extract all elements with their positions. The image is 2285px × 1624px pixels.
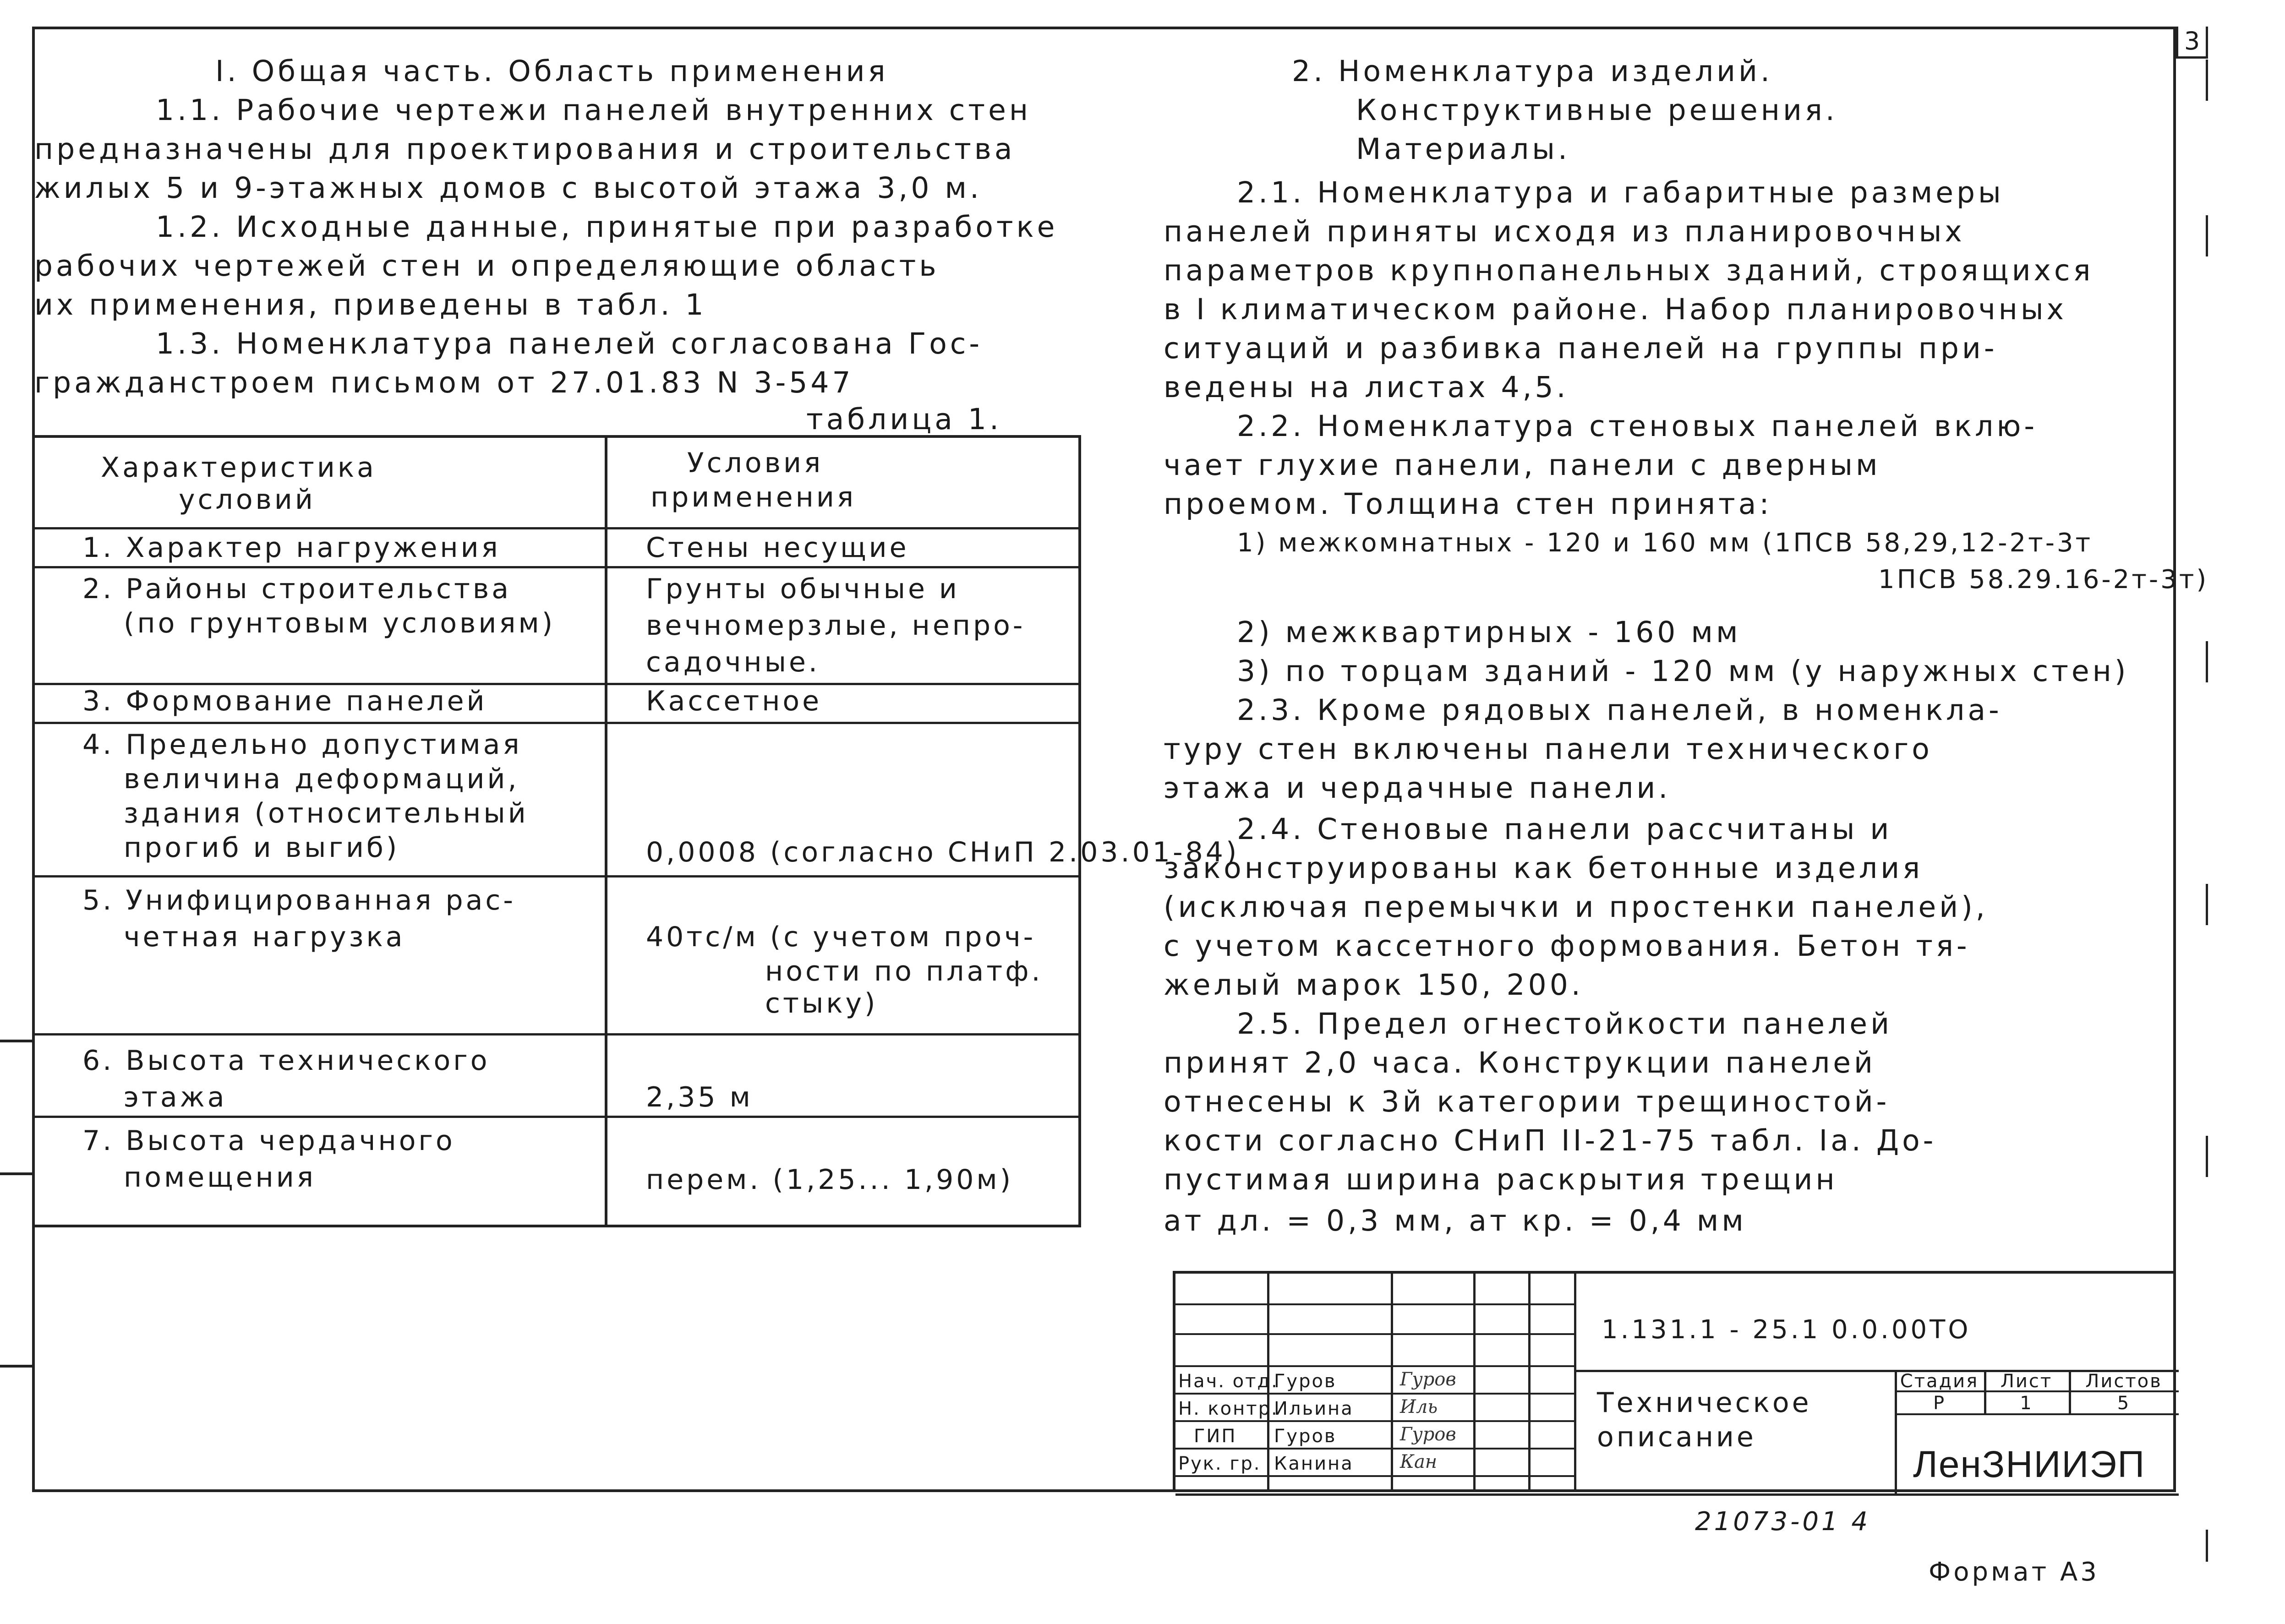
sheets-value: 5 <box>2117 1393 2131 1414</box>
stage-header: Стадия <box>1900 1371 1979 1392</box>
table-row-divider <box>32 527 1078 529</box>
row-condition: 0,0008 (согласно СНиП 2.03.01-84) <box>646 836 1240 868</box>
edge-tick <box>2206 884 2208 925</box>
tb-divider <box>1175 1303 1574 1305</box>
tb-divider <box>1175 1475 1574 1477</box>
row-characteristic: 6. Высота технического <box>82 1045 490 1077</box>
signature: Гуров <box>1400 1369 1456 1390</box>
text-line: 2.2. Номенклатура стеновых панелей вклю- <box>1237 409 2038 443</box>
text-line: кости согласно СНиП II-21-75 табл. Iа. До- <box>1164 1124 1937 1157</box>
row-condition: Стены несущие <box>646 532 909 564</box>
text-line: этажа и чердачные панели. <box>1164 771 1671 805</box>
text-line: параметров крупнопанельных зданий, строящихся <box>1164 254 2094 287</box>
table-row-divider <box>32 566 1078 568</box>
tb-divider <box>1574 1274 1576 1492</box>
row-condition: перем. (1,25... 1,90м) <box>646 1164 1014 1196</box>
row-characteristic: 1. Характер нагружения <box>82 532 501 564</box>
row-characteristic: 7. Высота чердачного <box>82 1125 455 1157</box>
row-condition: ности по платф. <box>765 955 1043 987</box>
sheet-format: Формат А3 <box>1929 1557 2099 1587</box>
section-heading: Материалы. <box>1356 132 1570 166</box>
row-characteristic: четная нагрузка <box>124 921 405 953</box>
text-line: жилых 5 и 9-этажных домов с высотой этажа 3,0 м. <box>34 171 983 205</box>
text-line: ситуаций и разбивка панелей на группы при- <box>1164 332 1998 365</box>
stage-value: Р <box>1933 1393 1946 1414</box>
text-line: aт дл. = 0,3 мм, aт кр. = 0,4 мм <box>1164 1204 1747 1237</box>
organization-name: ЛенЗНИИЭП <box>1913 1444 2146 1485</box>
text-line: (исключая перемычки и простенки панелей), <box>1164 890 1988 924</box>
text-line: 2) межквартирных - 160 мм <box>1237 616 1741 649</box>
document-code: 1.131.1 - 25.1 0.0.00ТО <box>1602 1315 1971 1345</box>
text-line: 2.4. Стеновые панели рассчитаны и <box>1237 812 1892 846</box>
signature: Иль <box>1400 1396 1438 1417</box>
header-characteristic: Характеристика <box>101 452 377 484</box>
corner-sheet-number: 3 <box>2176 27 2208 59</box>
role-label: ГИП <box>1194 1426 1237 1447</box>
row-characteristic: прогиб и выгиб) <box>124 832 400 864</box>
document-title: описание <box>1597 1421 1756 1453</box>
person-name: Ильина <box>1274 1398 1354 1419</box>
text-line: туру стен включены панели технического <box>1164 732 1933 766</box>
table-row-divider <box>32 1033 1078 1035</box>
text-line: 1) межкомнатных - 120 и 160 мм (1ПСВ 58,29,12-2т-3т <box>1237 528 2093 558</box>
table-caption: таблица 1. <box>806 403 1002 436</box>
table-row-divider <box>32 875 1078 877</box>
tb-divider <box>1473 1274 1476 1492</box>
row-condition: Кассетное <box>646 685 822 717</box>
text-line: 1ПСВ 58.29.16-2т-3т) <box>1878 565 2209 594</box>
tb-divider <box>1175 1493 2179 1496</box>
row-characteristic: помещения <box>124 1161 316 1193</box>
person-name: Канина <box>1274 1453 1354 1474</box>
row-characteristic: (по грунтовым условиям) <box>124 607 556 639</box>
tb-divider <box>1528 1274 1531 1492</box>
sheet-value: 1 <box>2020 1393 2033 1414</box>
text-line: предназначены для проектирования и строительства <box>34 132 1016 166</box>
text-line: 1.1. Рабочие чертежи панелей внутренних стен <box>156 93 1032 127</box>
row-condition: 2,35 м <box>646 1081 753 1113</box>
edge-tick <box>2206 1136 2208 1177</box>
title-block <box>1173 1271 2176 1492</box>
text-line: отнесены к 3й категории трещиностой- <box>1164 1085 1890 1118</box>
role-label: Нач. отд. <box>1178 1371 1279 1392</box>
section-heading: 2. Номенклатура изделий. <box>1292 54 1773 88</box>
edge-tick <box>2206 215 2208 256</box>
text-line: проемом. Толщина стен принята: <box>1164 487 1772 521</box>
text-line: 3) по торцам зданий - 120 мм (у наружных стен) <box>1237 654 2129 688</box>
role-label: Рук. гр. <box>1178 1453 1261 1474</box>
section-heading: Конструктивные решения. <box>1356 93 1838 127</box>
row-condition: Грунты обычные и <box>646 573 960 605</box>
signature: Кан <box>1400 1451 1438 1472</box>
text-line: принят 2,0 часа. Конструкции панелей <box>1164 1046 1876 1079</box>
conditions-table <box>32 435 1240 1227</box>
row-condition: 40тс/м (с учетом проч- <box>646 921 1036 953</box>
edge-tick <box>2206 60 2208 101</box>
table-row-divider <box>32 1116 1078 1118</box>
row-characteristic: 2. Районы строительства <box>82 573 512 605</box>
text-line: с учетом кассетного формования. Бетон тя- <box>1164 929 1970 963</box>
tb-divider <box>1175 1420 1574 1422</box>
text-line: 2.3. Кроме рядовых панелей, в номенкла- <box>1237 693 2002 727</box>
text-line: чает глухие панели, панели с дверным <box>1164 448 1881 482</box>
text-line: законструированы как бетонные изделия <box>1164 851 1924 885</box>
text-line: в I климатическом районе. Набор планировочных <box>1164 293 2067 326</box>
text-line: 2.5. Предел огнестойкости панелей <box>1237 1007 1893 1041</box>
header-characteristic: условий <box>179 484 316 516</box>
row-characteristic: 3. Формование панелей <box>82 685 487 717</box>
tb-divider <box>1175 1365 1574 1367</box>
text-line: 1.3. Номенклатура панелей согласована Гос- <box>156 327 983 360</box>
edge-tick <box>2206 641 2208 682</box>
tb-divider <box>1391 1274 1393 1492</box>
text-line: ведены на листах 4,5. <box>1164 371 1569 404</box>
tb-divider <box>1175 1393 1574 1395</box>
table-column-divider <box>605 438 607 1225</box>
sheet-header: Лист <box>2000 1371 2053 1392</box>
text-line: пустимая ширина раскрытия трещин <box>1164 1163 1838 1196</box>
text-line: рабочих чертежей стен и определяющие область <box>34 249 940 283</box>
row-characteristic: 4. Предельно допустимая <box>82 729 522 761</box>
edge-tick <box>0 1172 33 1175</box>
section-heading: I. Общая часть. Область применения <box>215 54 889 88</box>
row-characteristic: 5. Унифицированная рас- <box>82 884 516 916</box>
header-conditions: Условия <box>687 447 824 479</box>
tb-divider <box>1175 1448 1574 1450</box>
table-row-divider <box>32 722 1078 724</box>
inventory-number: 21073-01 4 <box>1695 1507 1871 1537</box>
edge-tick <box>2206 1530 2208 1562</box>
row-characteristic: здания (относительный <box>124 797 529 829</box>
text-line: гражданстроем письмом от 27.01.83 N 3-547 <box>34 366 854 399</box>
text-line: их применения, приведены в табл. 1 <box>34 288 707 322</box>
row-condition: садочные. <box>646 646 820 678</box>
person-name: Гуров <box>1274 1426 1337 1447</box>
text-line: желый марок 150, 200. <box>1164 968 1584 1002</box>
row-characteristic: величина деформаций, <box>124 763 519 795</box>
text-line: 2.1. Номенклатура и габаритные размеры <box>1237 176 2004 209</box>
tb-divider <box>1175 1333 1574 1335</box>
role-label: Н. контр. <box>1178 1398 1279 1419</box>
document-title: Техническое <box>1597 1387 1812 1419</box>
header-conditions: применения <box>651 481 856 513</box>
row-condition: стыку) <box>765 987 878 1019</box>
edge-tick <box>0 1365 33 1368</box>
text-line: 1.2. Исходные данные, принятые при разработке <box>156 210 1058 244</box>
row-characteristic: этажа <box>124 1081 227 1113</box>
edge-tick <box>0 1040 33 1042</box>
text-line: панелей приняты исходя из планировочных <box>1164 215 1965 248</box>
signature: Гуров <box>1400 1424 1456 1445</box>
person-name: Гуров <box>1274 1371 1337 1392</box>
sheets-header: Листов <box>2085 1371 2162 1392</box>
row-condition: вечномерзлые, непро- <box>646 610 1026 642</box>
